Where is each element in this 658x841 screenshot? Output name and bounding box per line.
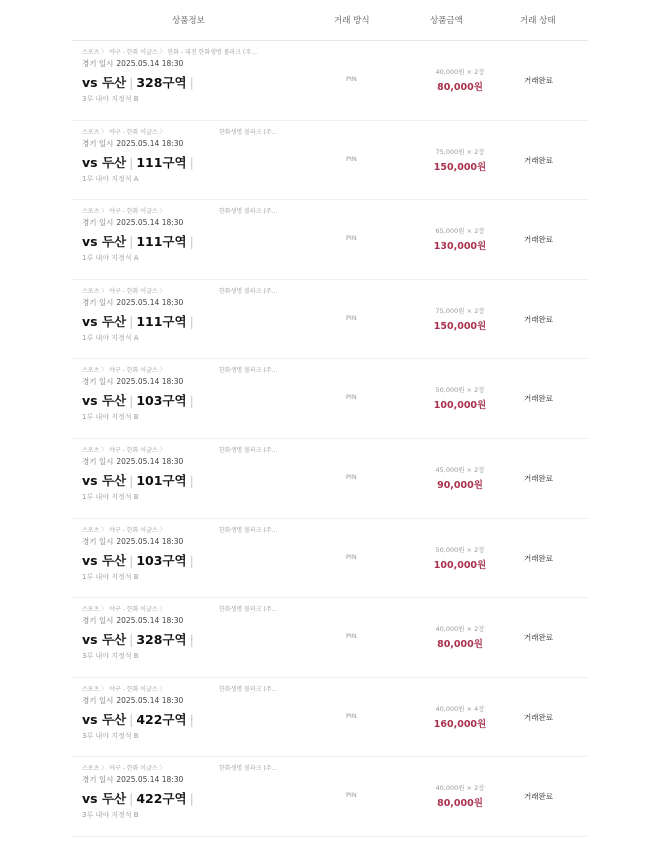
game-datetime-label: 경기 일시	[82, 218, 114, 228]
title-divider: |	[129, 154, 134, 170]
total-price: 100,000원	[433, 400, 487, 412]
game-datetime-label: 경기 일시	[82, 456, 114, 466]
seat-section: 111구역	[136, 313, 187, 329]
game-datetime-label: 경기 일시	[82, 297, 114, 307]
seat-grade: 1루 내야 지정석 A	[82, 254, 139, 263]
unit-price-quantity: 65,000원 × 2장	[435, 227, 485, 236]
trade-status: 거래완료	[524, 792, 553, 802]
title-divider: |	[129, 313, 134, 329]
trade-status: 거래완료	[524, 155, 553, 165]
game-datetime-label: 경기 일시	[82, 59, 114, 68]
trade-method: PIN	[346, 154, 357, 163]
trade-method: PIN	[346, 632, 357, 641]
table-header	[72, 0, 588, 41]
venue-name: 한화생명 볼파크 (주…	[219, 208, 278, 216]
game-datetime-value: 2025.05.14 18:30	[116, 377, 184, 387]
game-datetime-value: 2025.05.14 18:30	[116, 59, 184, 68]
total-price: 160,000원	[433, 718, 487, 730]
game-datetime	[82, 536, 186, 547]
title-divider: |	[189, 75, 194, 90]
opponent-team: vs 두산	[82, 472, 127, 488]
title-divider: |	[189, 393, 194, 409]
seat-section: 103구역	[136, 393, 187, 409]
title-divider: |	[189, 791, 194, 807]
game-datetime	[82, 456, 186, 467]
game-datetime-value: 2025.05.14 18:30	[116, 138, 184, 148]
seat-grade: 3루 내야 지정석 B	[82, 731, 139, 740]
category-breadcrumb: 스포츠 〉 야구 - 한화 이글스 〉	[82, 685, 166, 693]
total-price: 100,000원	[433, 559, 487, 571]
table-row[interactable]	[72, 519, 588, 599]
game-datetime	[82, 774, 186, 785]
title-divider: |	[129, 632, 134, 648]
title-divider: |	[129, 234, 134, 250]
seat-section: 328구역	[136, 75, 187, 90]
product-title[interactable]	[82, 710, 197, 728]
table-row[interactable]	[72, 439, 588, 519]
product-title[interactable]	[82, 471, 197, 489]
product-title[interactable]	[82, 789, 197, 807]
seat-grade: 1루 내야 지정석 B	[82, 413, 139, 422]
seat-section: 422구역	[136, 791, 187, 807]
unit-price-quantity: 75,000원 × 2장	[435, 306, 485, 315]
seat-grade: 1루 내야 지정석 A	[82, 333, 139, 342]
game-datetime-label: 경기 일시	[82, 536, 114, 546]
trade-method: PIN	[346, 75, 357, 83]
unit-price-quantity: 50,000원 × 2장	[435, 545, 485, 554]
trade-method: PIN	[346, 791, 357, 800]
trade-status: 거래완료	[524, 473, 553, 483]
trade-method: PIN	[346, 393, 357, 402]
header-product-amount: 상품금액	[430, 16, 463, 26]
opponent-team: vs 두산	[82, 552, 127, 568]
title-divider: |	[129, 393, 134, 409]
seat-section: 103구역	[136, 552, 187, 568]
table-row[interactable]	[72, 280, 588, 360]
unit-price-quantity: 75,000원 × 2장	[435, 147, 485, 156]
seat-section: 422구역	[136, 711, 187, 727]
total-price: 90,000원	[437, 479, 483, 491]
opponent-team: vs 두산	[82, 791, 127, 807]
venue-name: 한화생명 볼파크 (주…	[219, 526, 278, 534]
unit-price-quantity: 40,000원 × 2장	[435, 784, 485, 793]
product-title[interactable]	[82, 312, 197, 330]
venue-name: 한화생명 볼파크 (주…	[219, 287, 278, 295]
table-body	[72, 41, 588, 837]
table-row[interactable]	[72, 200, 588, 280]
header-trade-method: 거래 방식	[334, 16, 370, 26]
title-divider: |	[189, 234, 194, 250]
category-breadcrumb: 스포츠 〉 야구 - 한화 이글스 〉	[82, 287, 166, 295]
unit-price-quantity: 45,000원 × 2장	[435, 465, 485, 474]
seat-grade: 3루 내야 지정석 B	[82, 811, 139, 820]
trade-status: 거래완료	[524, 394, 553, 404]
opponent-team: vs 두산	[82, 234, 127, 250]
game-datetime	[82, 615, 186, 626]
table-row[interactable]	[72, 678, 588, 758]
category-breadcrumb: 스포츠 〉 야구 - 한화 이글스 〉	[82, 367, 166, 375]
trade-method: PIN	[346, 552, 357, 561]
title-divider: |	[129, 75, 134, 90]
opponent-team: vs 두산	[82, 313, 127, 329]
category-breadcrumb: 스포츠 〉 야구 - 한화 이글스 〉	[82, 128, 166, 136]
category-breadcrumb: 스포츠 〉 야구 - 한화 이글스 〉	[82, 765, 166, 773]
table-row[interactable]	[72, 359, 588, 439]
total-price: 80,000원	[437, 639, 483, 651]
trade-status: 거래완료	[524, 314, 553, 324]
table-row[interactable]	[72, 598, 588, 678]
game-datetime	[82, 138, 186, 149]
venue-name: 한화생명 볼파크 (주…	[219, 606, 278, 614]
product-title[interactable]	[82, 551, 197, 569]
venue-name: 한화생명 볼파크 (주…	[219, 765, 278, 773]
game-datetime-value: 2025.05.14 18:30	[116, 616, 184, 626]
seat-section: 101구역	[136, 472, 187, 488]
trade-method: PIN	[346, 472, 357, 481]
game-datetime-label: 경기 일시	[82, 377, 114, 387]
category-breadcrumb: 스포츠 〉 야구 - 한화 이글스 〉	[82, 606, 166, 614]
product-title[interactable]	[82, 630, 197, 648]
title-divider: |	[129, 711, 134, 727]
trade-method: PIN	[346, 313, 357, 322]
total-price: 150,000원	[433, 161, 487, 173]
table-row[interactable]	[72, 757, 588, 837]
game-datetime-value: 2025.05.14 18:30	[116, 297, 184, 307]
trade-status: 거래완료	[524, 235, 553, 245]
category-breadcrumb: 스포츠 〉 야구 - 한화 이글스 〉 한화 - 대전 한화생명 볼파크 (주…	[82, 49, 258, 56]
category-breadcrumb: 스포츠 〉 야구 - 한화 이글스 〉	[82, 446, 166, 454]
title-divider: |	[189, 313, 194, 329]
product-title[interactable]	[82, 73, 197, 91]
title-divider: |	[129, 472, 134, 488]
seat-grade: 3루 내야 지정석 B	[82, 95, 139, 103]
product-title[interactable]	[82, 232, 197, 250]
title-divider: |	[189, 472, 194, 488]
opponent-team: vs 두산	[82, 711, 127, 727]
game-datetime-value: 2025.05.14 18:30	[116, 695, 184, 705]
product-title[interactable]	[82, 391, 197, 409]
trade-status: 거래완료	[524, 76, 553, 85]
opponent-team: vs 두산	[82, 75, 127, 90]
category-breadcrumb: 스포츠 〉 야구 - 한화 이글스 〉	[82, 526, 166, 534]
trade-status: 거래완료	[524, 553, 553, 563]
game-datetime	[82, 217, 186, 228]
seat-grade: 1루 내야 지정석 B	[82, 572, 139, 581]
table-row[interactable]	[72, 121, 588, 201]
opponent-team: vs 두산	[82, 154, 127, 170]
trade-status: 거래완료	[524, 633, 553, 643]
venue-name: 한화생명 볼파크 (주…	[219, 446, 278, 454]
table-row[interactable]	[72, 41, 588, 121]
unit-price-quantity: 40,000원 × 2장	[435, 625, 485, 634]
seat-grade: 3루 내야 지정석 B	[82, 652, 139, 661]
unit-price-quantity: 40,000원 × 2장	[435, 68, 485, 76]
title-divider: |	[189, 552, 194, 568]
unit-price-quantity: 40,000원 × 4장	[435, 704, 485, 713]
trade-status: 거래완료	[524, 712, 553, 722]
header-trade-status: 거래 상태	[520, 16, 556, 26]
opponent-team: vs 두산	[82, 393, 127, 409]
game-datetime-label: 경기 일시	[82, 138, 114, 148]
header-product-info: 상품정보	[172, 16, 205, 26]
unit-price-quantity: 50,000원 × 2장	[435, 386, 485, 395]
venue-name: 한화생명 볼파크 (주…	[219, 128, 278, 136]
game-datetime-value: 2025.05.14 18:30	[116, 218, 184, 228]
order-history-table	[72, 0, 588, 837]
opponent-team: vs 두산	[82, 632, 127, 648]
seat-grade: 1루 내야 지정석 B	[82, 492, 139, 501]
product-title[interactable]	[82, 153, 197, 171]
title-divider: |	[189, 154, 194, 170]
game-datetime-value: 2025.05.14 18:30	[116, 536, 184, 546]
game-datetime-label: 경기 일시	[82, 616, 114, 626]
game-datetime	[82, 58, 186, 69]
title-divider: |	[129, 552, 134, 568]
seat-section: 111구역	[136, 154, 187, 170]
venue-name: 한화생명 볼파크 (주…	[219, 685, 278, 693]
category-breadcrumb: 스포츠 〉 야구 - 한화 이글스 〉	[82, 208, 166, 216]
title-divider: |	[189, 632, 194, 648]
trade-method: PIN	[346, 711, 357, 720]
venue-name: 한화생명 볼파크 (주…	[219, 367, 278, 375]
game-datetime-value: 2025.05.14 18:30	[116, 456, 184, 466]
title-divider: |	[189, 711, 194, 727]
game-datetime	[82, 695, 186, 706]
game-datetime-label: 경기 일시	[82, 775, 114, 785]
total-price: 150,000원	[433, 320, 487, 332]
title-divider: |	[129, 791, 134, 807]
total-price: 80,000원	[437, 82, 483, 93]
trade-method: PIN	[346, 234, 357, 243]
game-datetime-label: 경기 일시	[82, 695, 114, 705]
game-datetime	[82, 297, 186, 308]
seat-section: 111구역	[136, 234, 187, 250]
game-datetime-value: 2025.05.14 18:30	[116, 775, 184, 785]
game-datetime	[82, 376, 186, 387]
total-price: 80,000원	[437, 798, 483, 810]
seat-grade: 1루 내야 지정석 A	[82, 174, 139, 183]
seat-section: 328구역	[136, 632, 187, 648]
total-price: 130,000원	[433, 241, 487, 253]
